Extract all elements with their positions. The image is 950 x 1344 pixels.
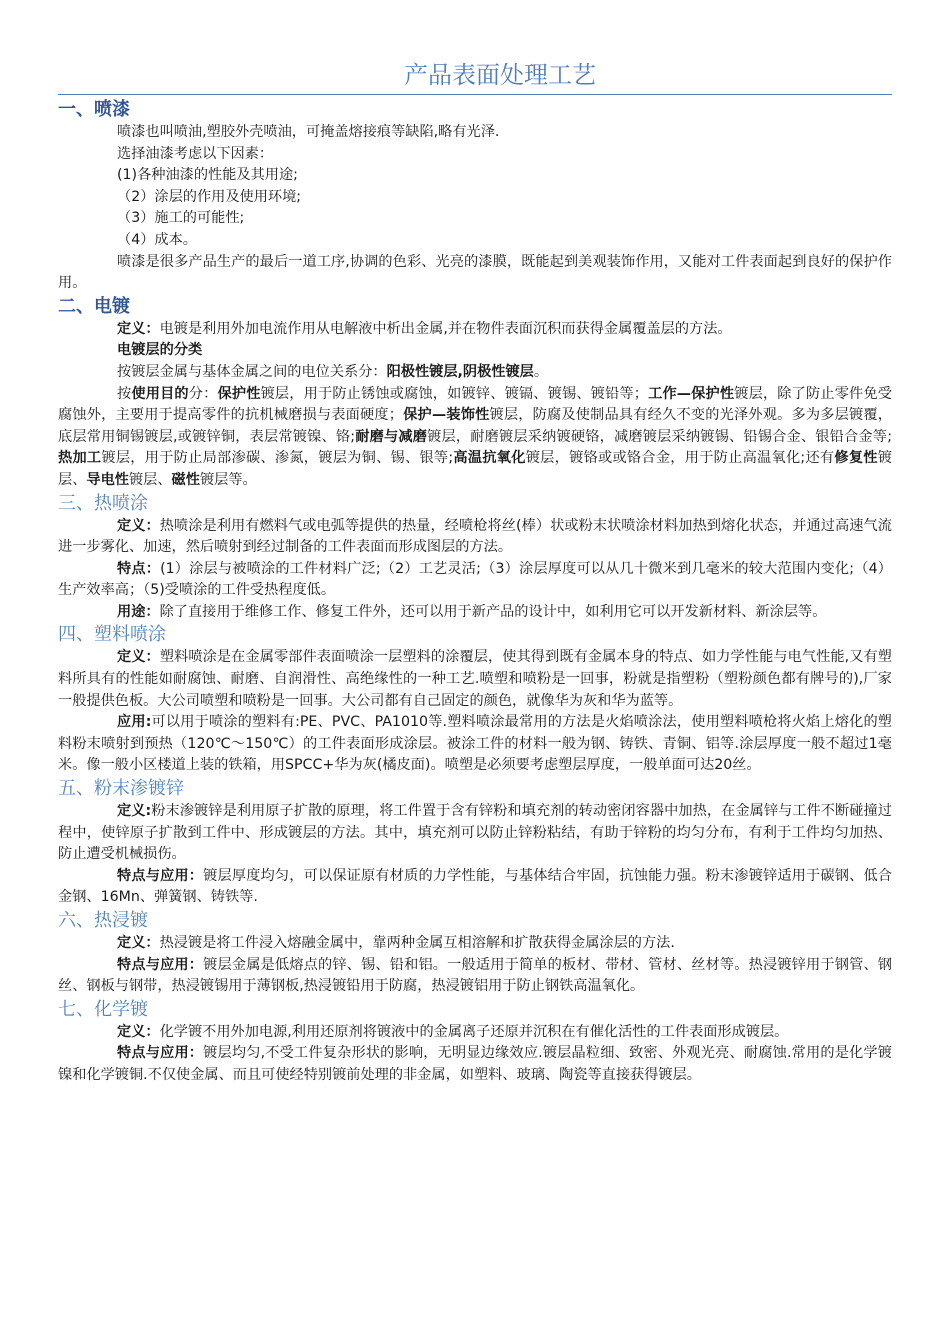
emphasis-text: 耐磨与减磨 [355,428,428,445]
features-label: 特点： [117,560,161,577]
paragraph: 选择油漆考虑以下因素： [117,145,274,162]
features-paragraph [58,1043,892,1086]
features-paragraph [58,955,892,998]
application-paragraph [58,712,892,777]
paragraph-text: 分： [188,385,218,402]
definition-label: 定义： [117,1023,160,1040]
usage-label: 用途： [117,603,160,620]
list-item: （4）成本。 [117,231,197,248]
emphasis-text: 保护—装饰性 [402,407,490,424]
definition-label: 定义： [117,935,160,951]
section-heading-spray-paint: 一、喷漆 [58,99,130,120]
paragraph-text: 镀层，除了防止零件免受腐蚀外，主要用于提高零件的抗机械磨损与表面硬度； [58,385,892,424]
definition-paragraph [58,1022,892,1044]
definition-text: 电镀是利用外加电流作用从电解液中析出金属,并在物件表面沉积而获得金属覆盖层的方法。 [159,320,732,337]
document [58,58,892,1087]
list-item: （2）涂层的作用及使用环境; [117,188,302,205]
definition-text: 化学镀不用外加电源,利用还原剂将镀液中的金属离子还原并沉积在有催化活性的工件表面形成镀层。 [159,1023,789,1040]
definition-label: 定义： [117,649,160,666]
usage-paragraph [58,602,892,624]
section-heading-electroless: 七、化学镀 [58,998,148,1020]
emphasis-text: 导电性 [86,471,129,488]
paragraph-text: 镀层，防腐及使制品具有经久不变的光泽外观。多为多层镀覆，底层常用铜锡镀层,或镀锌铜，表层常镀镍、铬; [58,407,892,445]
features-label: 特点与应用： [117,1045,204,1062]
features-paragraph [58,559,892,602]
title-divider [58,94,892,95]
features-text: 镀层金属是低熔点的锌、锡、铅和铝。一般适用于简单的板材、带材、管材、丝材等。热浸镀锌用于钢管、钢丝、钢板与钢带，热浸镀锡用于薄钢板,热浸镀铅用于防腐，热浸镀铝用于防止钢铁高温氧化。 [58,956,892,995]
paragraph-text: 镀层、 [128,471,172,488]
emphasis-text: 保护性 [217,385,261,402]
definition-label: 定义： [117,320,160,337]
definition-paragraph [58,516,892,559]
emphasis-text: 工作—保护性 [647,385,735,402]
emphasis-text: 使用目的 [131,385,189,402]
features-text: (1）涂层与被喷涂的工件材料广泛;（2）工艺灵活;（3）涂层厚度可以从几十微米到几毫米的较大范围内变化;（4）生产效率高；（5)受喷涂的工件受热程度低。 [58,560,892,599]
list-item: （3）施工的可能性; [117,210,245,227]
paragraph-text: 。 [533,363,549,380]
paragraph-text: 镀层等。 [199,471,257,488]
paragraph-text: 镀层、 [58,450,892,488]
features-text: 镀层均匀,不受工件复杂形状的影响，无明显边缘效应.镀层晶粒细、致密、外观光亮、耐腐蚀.常用的是化学镀镍和化学镀铜.不仅使金属、而且可使经特别镀前处理的非金属，如塑料、玻璃、陶瓷等直接获得镀层。 [58,1045,892,1083]
definition-paragraph [58,801,892,866]
section-heading-plastic-spray: 四、塑料喷涂 [58,624,166,646]
emphasis-text: 热加工 [58,450,102,467]
paragraph-text: 镀层，用于防止局部渗碳、渗氮，镀层为铜、锡、银等; [101,450,454,467]
features-label: 特点与应用： [117,956,204,973]
definition-text: 热浸镀是将工件浸入熔融金属中，靠两种金属互相溶解和扩散获得金属涂层的方法. [159,935,675,951]
definition-paragraph [58,319,892,341]
emphasis-text: 阳极性镀层,阴极性镀层 [386,363,534,380]
definition-paragraph [58,933,892,955]
paragraph-text: 镀层，耐磨镀层采纳镀硬铬，减磨镀层采纳镀锡、铅锡合金、银铅合金等; [427,428,892,445]
paragraph-text: 按镀层金属与基体金属之间的电位关系分： [117,363,387,380]
definition-label: 定义: [117,803,152,820]
features-text: 镀层厚度均匀，可以保证原有材质的力学性能，与基体结合牢固，抗蚀能力强。粉末渗镀锌适用于碳钢、低合金钢、16Mn、弹簧钢、铸铁等. [58,867,892,906]
paragraph: 喷漆也叫喷油,塑胶外壳喷油，可掩盖熔接痕等缺陷,略有光泽. [117,124,500,140]
emphasis-text: 磁性 [171,471,200,488]
features-paragraph [58,866,892,909]
emphasis-text: 高温抗氧化 [453,450,526,467]
subheading [58,340,892,362]
section-heading-electroplating: 二、电镀 [58,295,130,317]
section-heading-thermal-spray: 三、热喷涂 [58,492,148,514]
paragraph: 喷漆是很多产品生产的最后一道工序,协调的色彩、光亮的漆膜，既能起到美观装饰作用，又能对工件表面起到良好的保护作用。 [58,253,892,292]
paragraph-text: 镀层，镀铬或或铬合金，用于防止高温氧化;还有 [525,450,835,467]
application-label: 应用: [117,714,152,731]
classification-paragraph [58,384,892,492]
section-heading-hot-dip: 六、热浸镀 [58,910,148,931]
paragraph-text: 按 [117,385,132,402]
definition-paragraph [58,647,892,712]
usage-text: 除了直接用于维修工作、修复工件外，还可以用于新产品的设计中，如利用它可以开发新材料、新涂层等。 [159,603,827,620]
list-item: (1)各种油漆的性能及其用途; [117,167,298,184]
paragraph [58,362,892,384]
emphasis-text: 修复性 [834,450,878,467]
definition-text: 热喷涂是利用有燃料气或电弧等提供的热量，经喷枪将丝(棒）状或粉末状喷涂材料加热到熔化状态，并通过高速气流进一步雾化、加速，然后喷射到经过制备的工件表面而形成图层的方法。 [58,517,892,556]
document-title: 产品表面处理工艺 [404,61,596,89]
definition-text: 粉末渗镀锌是利用原子扩散的原理，将工件置于含有锌粉和填充剂的转动密闭容器中加热，在金属锌与工件不断碰撞过程中，使锌原子扩散到工件中、形成镀层的方法。其中，填充剂可以防止锌粉粘结，有助于锌粉的均匀分布，有利于工件均匀加热、防止遭受机械损伤。 [58,803,892,863]
subheading-text: 电镀层的分类 [117,342,203,359]
paragraph-text: 镀层，用于防止锈蚀或腐蚀，如镀锌、镀镉、镀锡、镀铅等； [260,385,648,402]
definition-label: 定义： [117,517,160,534]
definition-text: 塑料喷涂是在金属零部件表面喷涂一层塑料的涂覆层，使其得到既有金属本身的特点、如力学性能与电气性能,又有塑料所具有的性能如耐腐蚀、耐磨、自润滑性、高绝缘性的一种工艺.喷塑和喷粉是一回事，粉就是指塑粉（塑粉颜色都有牌号的),厂家一般提供色板。大公司喷塑和喷粉是一回事。大公司都有自己固定的颜色，就像华为灰和华为蓝等。 [58,649,892,709]
section-heading-sherardizing: 五、粉末渗镀锌 [58,778,184,800]
application-text: 可以用于喷涂的塑料有:PE、PVC、PA1010等.塑料喷涂最常用的方法是火焰喷涂法，使用塑料喷枪将火焰上熔化的塑料粉末喷射到预热（120℃～150℃）的工件表面形成涂层。被涂工件的材料一般为钢、铸铁、青铜、铝等.涂层厚度一般不超过1毫米。像一般小区楼道上装的铁箱，用SPCC+华为灰(橘皮面)。喷塑是必须要考虑塑层厚度，一般单面可达20丝。 [58,714,892,774]
features-label: 特点与应用： [117,867,204,884]
